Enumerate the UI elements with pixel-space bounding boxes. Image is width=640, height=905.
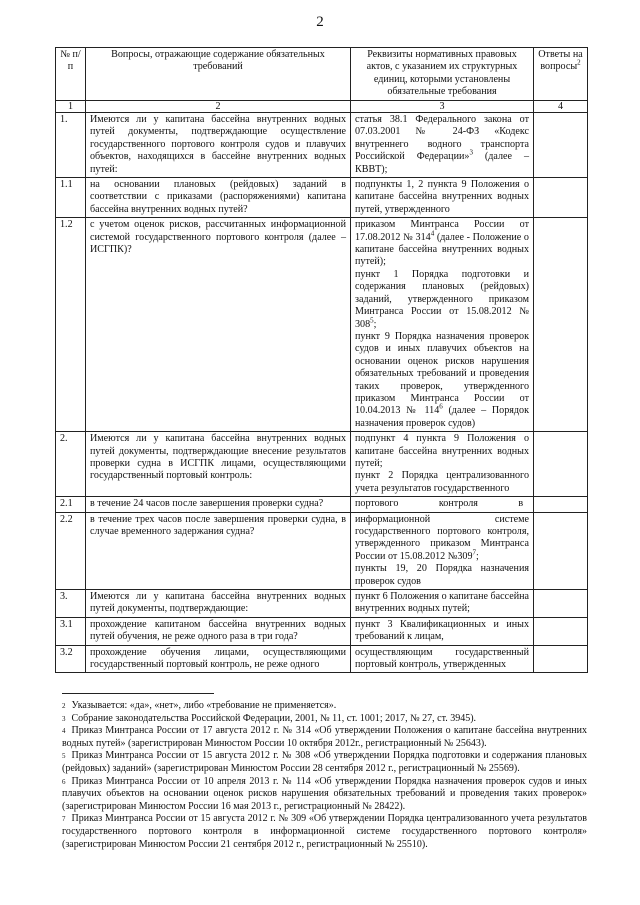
reference-paragraph (355, 269, 529, 331)
reference-text: (далее – Порядок назначения проверок судов) (355, 405, 529, 429)
footnote-text: Приказ Минтранса России от 17 августа 2012 г. № 314 «Об утверждении Положения о капитане бассейна внутренних водных путей» (зарегистрирован Минюстом России 10 октября 2012г., регистрационный № 25643). (62, 725, 587, 749)
column-index-cell: 4 (534, 101, 588, 113)
row-reference: портового контроля в (351, 497, 534, 512)
row-reference (351, 512, 534, 589)
reference-paragraph: подпункт 4 пункта 9 Положения о капитане бассейна внутренних водных путей; (355, 433, 529, 469)
row-number: 3.1 (56, 617, 86, 645)
column-index-cell: 3 (351, 101, 534, 113)
table-row (56, 432, 588, 497)
header-number: № п/п (56, 48, 86, 101)
header-questions: Вопросы, отражающие содержание обязательных требований (86, 48, 351, 101)
footnote-mark: 4 (62, 727, 66, 736)
footnote-mark: 5 (62, 752, 66, 761)
row-reference: подпункты 1, 2 пункта 9 Положения о капитане бассейна внутренних водных путей, утвержденного (351, 178, 534, 218)
answer-cell[interactable] (534, 497, 588, 512)
requirements-table (55, 47, 588, 673)
reference-text: информационной системе государственного портового контроля, утвержденного приказом Минтранса России от 15.08.2012 №309 (355, 513, 529, 562)
row-reference (351, 113, 534, 178)
footnote-ref: 2 (577, 59, 581, 68)
row-number: 3. (56, 590, 86, 618)
row-number: 3.2 (56, 645, 86, 673)
footnote-mark: 2 (62, 702, 66, 710)
table-row (56, 178, 588, 218)
table-row (56, 218, 588, 432)
footnote (62, 750, 587, 775)
footnote-text: Собрание законодательства Российской Федерации, 2001, № 11, ст. 1001; 2017, № 27, ст. 3945). (71, 712, 477, 724)
header-answers-label: Ответы на вопросы (538, 49, 583, 73)
row-reference (351, 218, 534, 432)
row-number: 1.1 (56, 178, 86, 218)
answer-cell[interactable] (534, 113, 588, 178)
footnote (62, 713, 587, 726)
reference-paragraph (355, 331, 529, 430)
table-row (56, 512, 588, 589)
column-index-cell: 1 (56, 101, 86, 113)
answer-cell[interactable] (534, 218, 588, 432)
table-row (56, 590, 588, 618)
row-question: прохождение обучения лицами, осуществляющими государственный портовый контроль, не реже одного (86, 645, 351, 673)
table-row (56, 113, 588, 178)
footnote-text: Приказ Минтранса России от 15 августа 2012 г. № 309 «Об утверждении Порядка централизованного учета результатов государственного портового контроля в информационной системе государственного портового контроля» (зарегистрирован Минюстом России 21 сентября 2012 г., регистрационный № 25510). (62, 813, 587, 850)
row-question: Имеются ли у капитана бассейна внутренних водных путей документы, подтверждающие: (86, 590, 351, 618)
header-references: Реквизиты нормативных правовых актов, с указанием их структурных единиц, которыми установлены обязательные требования (351, 48, 534, 101)
row-reference (351, 432, 534, 497)
footnote-text: Указывается: «да», «нет», либо «требование не применяется». (71, 700, 337, 711)
footnote-mark: 7 (62, 815, 66, 824)
answer-cell[interactable] (534, 178, 588, 218)
footnote-separator (62, 693, 214, 694)
reference-paragraph: пункты 19, 20 Порядка назначения проверок судов (355, 563, 529, 587)
table-row (56, 497, 588, 512)
row-number: 2. (56, 432, 86, 497)
footnote-text: Приказ Минтранса России от 10 апреля 2013 г. № 114 «Об утверждении Порядка назначения проверок судов и иных плавучих объектов на основании оценок рисков нарушения обязательных требований и проведения таких проверок» (зарегистрирован Минюстом России 16 мая 2013 г., регистрационный № 28422). (62, 775, 587, 812)
footnote (62, 725, 587, 750)
footnote-mark: 3 (62, 714, 66, 723)
column-index-row (56, 101, 588, 113)
footnote-ref: 5 (370, 316, 374, 325)
row-reference: осуществляющим государственный портовый контроль, утвержденных (351, 645, 534, 673)
row-number: 2.1 (56, 497, 86, 512)
footnote-ref: 4 (430, 229, 435, 238)
reference-text: приказом Минтранса России от 17.08.2012 № 314 (355, 219, 529, 243)
reference-text: пункт 1 Порядка подготовки и содержания плановых (рейдовых) заданий, утвержденного приказом Минтранса России от 15.08.2012 № 308 (355, 268, 529, 330)
footnote (62, 700, 587, 713)
row-question: прохождение капитаном бассейна внутренних водных путей обучения, не реже одного раза в три года? (86, 617, 351, 645)
row-number: 1. (56, 113, 86, 178)
answer-cell[interactable] (534, 645, 588, 673)
row-number: 2.2 (56, 512, 86, 589)
answer-cell[interactable] (534, 512, 588, 589)
reference-text: пункт 9 Порядка назначения проверок судов и иных плавучих объектов на основании оценок рисков нарушения обязательных требований и проведения таких проверок, утвержденного приказом Минтранса России от 10.04.2013 № 114 (355, 330, 529, 417)
reference-paragraph: пункт 2 Порядка централизованного учета результатов государственного (355, 470, 529, 494)
reference-text: ; (373, 318, 377, 330)
table-row (56, 617, 588, 645)
row-question: Имеются ли у капитана бассейна внутренних водных путей документы, подтверждающие осуществление государственного портового контроля судов и плавучих объектов, находящихся в бассейне внутренних водных путей: (86, 113, 351, 178)
footnote-ref: 7 (472, 548, 477, 557)
row-question: на основании плановых (рейдовых) заданий в соответствии с приказами (распоряжениями) капитана бассейна внутренних водных путей? (86, 178, 351, 218)
footnote-text: Приказ Минтранса России от 15 августа 2012 г. № 308 «Об утверждении Порядка подготовки и содержания плановых (рейдовых) заданий» (зарегистрирован Минюстом России 28 сентября 2012 г., регистрационный № 25569). (62, 750, 587, 774)
reference-text: (далее – КВВТ); (355, 151, 529, 175)
answer-cell[interactable] (534, 590, 588, 618)
answer-cell[interactable] (534, 617, 588, 645)
footnote-ref: 6 (439, 402, 443, 411)
reference-text: (далее - Положение о капитане бассейна внутренних водных путей); (355, 231, 529, 268)
footnote (62, 813, 587, 851)
row-number: 1.2 (56, 218, 86, 432)
answer-cell[interactable] (534, 432, 588, 497)
footnote (62, 776, 587, 814)
row-question: в течение трех часов после завершения проверки судна, в случае временного задержания судна? (86, 512, 351, 589)
row-question: с учетом оценок рисков, рассчитанных информационной системой государственного портового контроля (далее – ИСГПК)? (86, 218, 351, 432)
reference-text: статья 38.1 Федерального закона от 07.03.2001 № 24-ФЗ «Кодекс внутреннего водного транспорта Российской Федерации» (355, 114, 529, 163)
table-header-row (56, 48, 588, 101)
page-number: 2 (316, 14, 324, 30)
row-reference: пункт 6 Положения о капитане бассейна внутренних водных путей; (351, 590, 534, 618)
header-answers (534, 48, 588, 101)
table-row (56, 645, 588, 673)
reference-paragraph (355, 514, 529, 564)
row-question: Имеются ли у капитана бассейна внутренних водных путей документы, подтверждающие внесение результатов проверки судна в ИСГПК лицами, осуществляющими государственный портовый контроль: (86, 432, 351, 497)
footnote-ref: 3 (469, 148, 473, 157)
column-index-cell: 2 (86, 101, 351, 113)
row-question: в течение 24 часов после завершения проверки судна? (86, 497, 351, 512)
footnote-mark: 6 (62, 777, 66, 786)
reference-text: ; (476, 550, 479, 562)
row-reference: пункт 3 Квалификационных и иных требований к лицам, (351, 617, 534, 645)
footnotes (62, 700, 587, 851)
reference-paragraph (355, 219, 529, 269)
